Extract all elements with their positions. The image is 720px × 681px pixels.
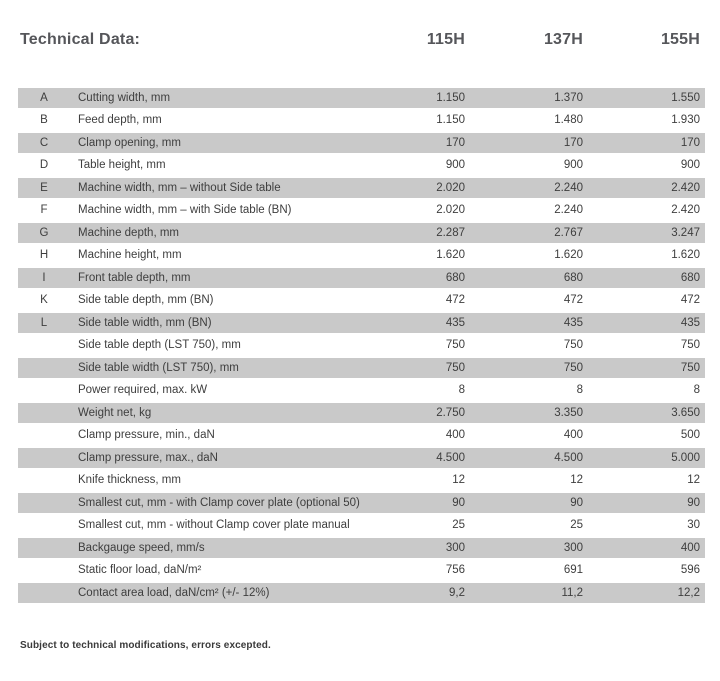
row-value-155h: 435 bbox=[680, 316, 700, 329]
row-label: Machine width, mm – without Side table bbox=[78, 181, 281, 194]
row-value-115h: 8 bbox=[458, 384, 465, 397]
row-value-115h: 25 bbox=[452, 519, 465, 532]
row-value-155h: 90 bbox=[687, 496, 700, 509]
row-value-115h: 400 bbox=[445, 429, 465, 442]
footer-note: Subject to technical modifications, errors excepted. bbox=[20, 640, 271, 651]
row-value-155h: 30 bbox=[687, 519, 700, 532]
row-value-115h: 9,2 bbox=[449, 586, 465, 599]
row-letter: I bbox=[42, 271, 46, 284]
table-row bbox=[18, 471, 705, 491]
row-value-115h: 750 bbox=[445, 361, 465, 374]
table-row bbox=[18, 268, 705, 288]
row-value-137h: 12 bbox=[570, 474, 583, 487]
table-row bbox=[18, 201, 705, 221]
row-value-137h: 300 bbox=[563, 541, 583, 554]
row-letter: D bbox=[39, 159, 49, 172]
row-letter: K bbox=[40, 294, 48, 307]
row-label: Static floor load, daN/m² bbox=[78, 564, 202, 577]
row-value-137h: 25 bbox=[570, 519, 583, 532]
row-letter: B bbox=[40, 114, 48, 127]
row-label: Machine width, mm – with Side table (BN) bbox=[78, 204, 292, 217]
row-value-137h: 472 bbox=[563, 294, 583, 307]
row-value-137h: 2.240 bbox=[554, 181, 583, 194]
row-value-115h: 300 bbox=[445, 541, 465, 554]
row-label: Cutting width, mm bbox=[78, 91, 171, 104]
row-value-155h: 596 bbox=[680, 564, 700, 577]
row-label: Smallest cut, mm - without Clamp cover plate manual bbox=[78, 519, 350, 532]
table-row bbox=[18, 88, 705, 108]
row-value-137h: 400 bbox=[563, 429, 583, 442]
row-label: Machine depth, mm bbox=[78, 226, 179, 239]
page-title: Technical Data: bbox=[20, 31, 141, 48]
row-letter: G bbox=[39, 226, 49, 239]
table-row bbox=[18, 336, 705, 356]
table-row bbox=[18, 291, 705, 311]
row-label: Side table depth (LST 750), mm bbox=[78, 339, 241, 352]
row-value-137h: 3.350 bbox=[554, 406, 583, 419]
table-row bbox=[18, 246, 705, 266]
row-value-137h: 750 bbox=[563, 361, 583, 374]
row-value-115h: 435 bbox=[445, 316, 465, 329]
table-row bbox=[18, 156, 705, 176]
row-label: Power required, max. kW bbox=[78, 384, 208, 397]
row-letter: H bbox=[39, 249, 49, 262]
row-value-115h: 1.620 bbox=[436, 249, 465, 262]
table-row bbox=[18, 583, 705, 603]
table-row bbox=[18, 111, 705, 131]
row-label: Smallest cut, mm - with Clamp cover plate (optional 50) bbox=[78, 496, 360, 509]
table-row bbox=[18, 133, 705, 153]
row-label: Contact area load, daN/cm² (+/- 12%) bbox=[78, 586, 270, 599]
row-value-155h: 12 bbox=[687, 474, 700, 487]
table-row bbox=[18, 313, 705, 333]
row-letter: A bbox=[40, 91, 48, 104]
table-row bbox=[18, 493, 705, 513]
row-value-155h: 750 bbox=[680, 361, 700, 374]
row-value-115h: 2.287 bbox=[436, 226, 465, 239]
row-value-115h: 170 bbox=[445, 136, 465, 149]
table-row bbox=[18, 516, 705, 536]
row-label: Clamp opening, mm bbox=[78, 136, 181, 149]
row-value-155h: 2.420 bbox=[671, 181, 700, 194]
row-value-115h: 900 bbox=[445, 159, 465, 172]
row-value-155h: 1.930 bbox=[671, 114, 700, 127]
row-value-155h: 680 bbox=[680, 271, 700, 284]
row-value-115h: 12 bbox=[452, 474, 465, 487]
row-value-137h: 435 bbox=[563, 316, 583, 329]
row-value-155h: 12,2 bbox=[677, 586, 700, 599]
row-value-137h: 170 bbox=[563, 136, 583, 149]
row-value-115h: 2.020 bbox=[436, 204, 465, 217]
row-value-137h: 8 bbox=[576, 384, 583, 397]
row-label: Side table depth, mm (BN) bbox=[78, 294, 214, 307]
row-value-137h: 90 bbox=[570, 496, 583, 509]
row-value-115h: 2.020 bbox=[436, 181, 465, 194]
row-label: Clamp pressure, min., daN bbox=[78, 429, 215, 442]
table-row bbox=[18, 426, 705, 446]
row-label: Machine height, mm bbox=[78, 249, 182, 262]
row-value-137h: 2.767 bbox=[554, 226, 583, 239]
row-value-115h: 1.150 bbox=[436, 91, 465, 104]
row-value-115h: 1.150 bbox=[436, 114, 465, 127]
row-value-155h: 500 bbox=[680, 429, 700, 442]
row-value-155h: 400 bbox=[680, 541, 700, 554]
row-value-137h: 750 bbox=[563, 339, 583, 352]
row-letter: F bbox=[40, 204, 48, 217]
table-row bbox=[18, 561, 705, 581]
row-value-137h: 4.500 bbox=[554, 451, 583, 464]
row-value-115h: 750 bbox=[445, 339, 465, 352]
row-value-155h: 5.000 bbox=[671, 451, 700, 464]
row-value-137h: 680 bbox=[563, 271, 583, 284]
row-value-155h: 170 bbox=[680, 136, 700, 149]
row-value-137h: 1.370 bbox=[554, 91, 583, 104]
table-header bbox=[18, 31, 705, 49]
row-value-137h: 2.240 bbox=[554, 204, 583, 217]
table-row bbox=[18, 223, 705, 243]
table-row bbox=[18, 381, 705, 401]
row-value-115h: 472 bbox=[445, 294, 465, 307]
row-value-115h: 2.750 bbox=[436, 406, 465, 419]
table-row bbox=[18, 538, 705, 558]
row-label: Table height, mm bbox=[78, 159, 166, 172]
row-value-137h: 1.620 bbox=[554, 249, 583, 262]
table-row bbox=[18, 448, 705, 468]
row-value-155h: 900 bbox=[680, 159, 700, 172]
row-value-155h: 1.620 bbox=[671, 249, 700, 262]
row-label: Side table width (LST 750), mm bbox=[78, 361, 239, 374]
row-value-137h: 691 bbox=[563, 564, 583, 577]
row-value-115h: 4.500 bbox=[436, 451, 465, 464]
row-value-137h: 11,2 bbox=[561, 586, 583, 599]
row-letter: L bbox=[40, 316, 48, 329]
row-label: Feed depth, mm bbox=[78, 114, 162, 127]
column-header-137h: 137H bbox=[543, 31, 583, 48]
row-label: Side table width, mm (BN) bbox=[78, 316, 212, 329]
column-header-115h: 115H bbox=[426, 31, 465, 48]
row-value-137h: 1.480 bbox=[554, 114, 583, 127]
row-label: Backgauge speed, mm/s bbox=[78, 541, 205, 554]
row-value-115h: 90 bbox=[452, 496, 465, 509]
row-value-155h: 1.550 bbox=[671, 91, 700, 104]
table-row bbox=[18, 403, 705, 423]
row-label: Knife thickness, mm bbox=[78, 474, 181, 487]
table-row bbox=[18, 178, 705, 198]
row-value-155h: 2.420 bbox=[671, 204, 700, 217]
row-value-115h: 756 bbox=[445, 564, 465, 577]
row-value-115h: 680 bbox=[445, 271, 465, 284]
table-row bbox=[18, 358, 705, 378]
row-label: Clamp pressure, max., daN bbox=[78, 451, 218, 464]
row-letter: E bbox=[40, 181, 48, 194]
row-value-155h: 3.650 bbox=[671, 406, 700, 419]
row-label: Weight net, kg bbox=[78, 406, 152, 419]
row-label: Front table depth, mm bbox=[78, 271, 191, 284]
row-value-155h: 750 bbox=[680, 339, 700, 352]
row-value-155h: 3.247 bbox=[671, 226, 700, 239]
row-value-137h: 900 bbox=[563, 159, 583, 172]
spec-table bbox=[18, 88, 705, 606]
row-value-155h: 8 bbox=[693, 384, 700, 397]
row-letter: C bbox=[39, 136, 49, 149]
row-value-155h: 472 bbox=[680, 294, 700, 307]
column-header-155h: 155H bbox=[660, 31, 700, 48]
